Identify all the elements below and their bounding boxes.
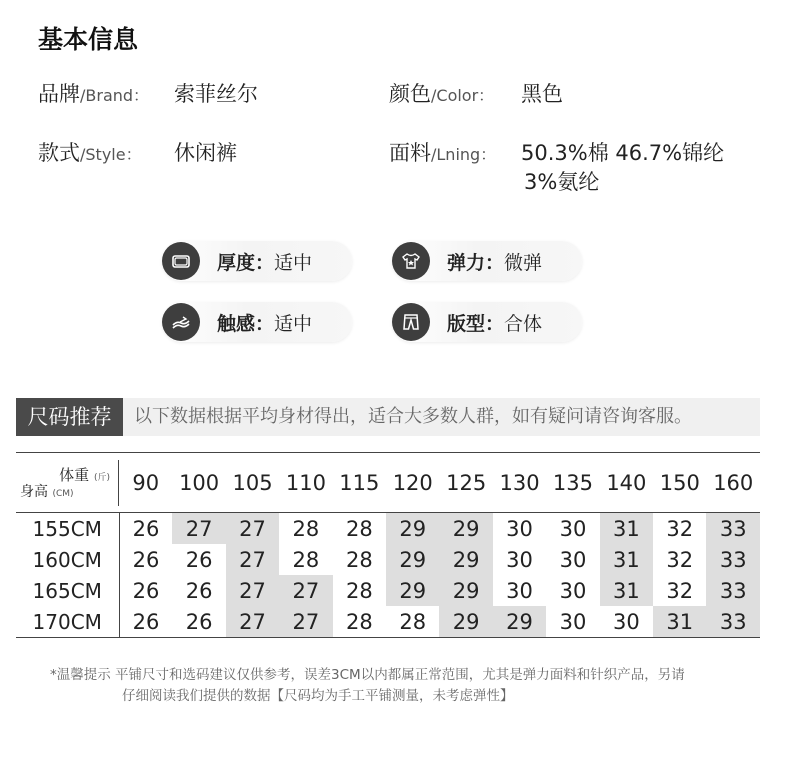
size-cell: 32 — [666, 578, 694, 603]
size-cell: 27 — [172, 513, 225, 544]
style-value: 休闲裤 — [174, 141, 237, 165]
note-line-2: 仔细阅读我们提供的数据【尺码均为手工平铺测量，未考虑弹性】 — [122, 688, 514, 704]
touch-feel-icon — [162, 303, 200, 341]
size-recommend-tag: 尺码推荐 — [16, 398, 123, 436]
table-row — [16, 544, 760, 575]
weight-header-cell: 160 — [706, 453, 760, 513]
size-cell: 30 — [506, 516, 533, 541]
size-cell: 32 — [666, 547, 694, 572]
feature-stretch — [392, 241, 582, 281]
size-cell: 33 — [706, 544, 760, 575]
brand-value: 索菲丝尔 — [174, 82, 258, 106]
weight-header-cell: 120 — [386, 453, 439, 513]
size-cell: 28 — [292, 547, 320, 572]
size-cell: 28 — [345, 609, 373, 634]
size-cell: 30 — [559, 547, 587, 572]
size-cell: 26 — [132, 578, 160, 603]
feature-label: 厚度： — [217, 252, 275, 274]
weight-label: 体重 — [59, 465, 90, 484]
size-cell: 30 — [559, 516, 587, 541]
weight-header-cell: 130 — [493, 453, 546, 513]
weight-header-cell: 100 — [172, 453, 225, 513]
height-cell: 160CM — [16, 544, 119, 575]
fabric-label: 面料 — [389, 141, 431, 165]
style-label-en: /Style： — [80, 145, 142, 164]
feature-value: 适中 — [274, 313, 313, 335]
size-cell: 28 — [345, 578, 373, 603]
size-cell: 33 — [706, 606, 760, 638]
size-cell: 31 — [600, 575, 653, 606]
feature-label: 触感： — [217, 313, 275, 335]
table-header-row — [16, 453, 760, 513]
table-corner-cell — [16, 460, 119, 506]
size-table — [16, 452, 760, 638]
size-cell: 31 — [653, 606, 706, 638]
brand-label: 品牌 — [38, 82, 80, 106]
color-label: 颜色 — [389, 82, 431, 106]
size-cell: 31 — [600, 513, 653, 544]
size-cell: 30 — [612, 609, 640, 634]
feature-thickness — [162, 241, 352, 281]
fabric-value-line1: 50.3%棉 46.7%锦纶 — [521, 141, 725, 165]
size-cell: 30 — [559, 609, 587, 634]
fabric-label-en: /Lning： — [431, 145, 497, 164]
note-line-1: *温馨提示 平铺尺寸和选码建议仅供参考，误差3CM以内都属正常范围，尤其是弹力面料和针织产品，另请 — [50, 667, 685, 683]
size-cell: 33 — [706, 513, 760, 544]
stretch-shirt-icon — [392, 242, 430, 280]
size-cell: 29 — [386, 513, 439, 544]
color-label-en: /Color： — [431, 86, 495, 105]
size-cell: 28 — [345, 516, 373, 541]
style-row — [38, 137, 142, 167]
size-cell: 26 — [185, 609, 213, 634]
feature-fit — [392, 302, 582, 342]
section-title: 基本信息 — [38, 25, 139, 54]
size-cell: 31 — [600, 544, 653, 575]
color-row — [389, 78, 494, 108]
size-cell: 26 — [132, 516, 160, 541]
size-recommend-banner — [16, 398, 760, 436]
fabric-value-line2: 3%氨纶 — [524, 170, 600, 194]
size-cell: 29 — [386, 575, 439, 606]
color-value: 黑色 — [521, 82, 563, 106]
weight-header-cell: 105 — [226, 453, 279, 513]
table-row — [16, 606, 760, 638]
brand-row — [38, 78, 149, 108]
size-cell: 29 — [386, 544, 439, 575]
brand-label-en: /Brand： — [80, 86, 150, 105]
height-cell: 165CM — [16, 575, 119, 606]
size-note — [50, 665, 740, 707]
feature-value: 微弹 — [504, 252, 543, 274]
size-cell: 26 — [185, 578, 213, 603]
feature-value: 适中 — [274, 252, 313, 274]
table-row — [16, 513, 760, 544]
size-cell: 27 — [226, 513, 279, 544]
size-cell: 27 — [279, 606, 332, 638]
size-cell: 27 — [226, 575, 279, 606]
weight-header-cell: 150 — [653, 453, 706, 513]
weight-unit: (斤) — [93, 472, 110, 483]
size-cell: 29 — [439, 606, 492, 638]
size-cell: 29 — [493, 606, 546, 638]
size-cell: 28 — [292, 516, 320, 541]
weight-header-cell: 140 — [600, 453, 653, 513]
feature-value: 合体 — [504, 313, 543, 335]
pants-fit-icon — [392, 303, 430, 341]
table-row — [16, 575, 760, 606]
fabric-thickness-icon — [162, 242, 200, 280]
size-cell: 28 — [345, 547, 373, 572]
height-cell: 170CM — [16, 606, 119, 638]
size-cell: 27 — [279, 575, 332, 606]
weight-header-cell: 135 — [546, 453, 599, 513]
size-cell: 26 — [132, 609, 160, 634]
size-cell: 30 — [506, 578, 533, 603]
size-cell: 29 — [439, 544, 492, 575]
size-cell: 29 — [439, 513, 492, 544]
height-cell: 155CM — [16, 513, 119, 544]
feature-label: 弹力： — [447, 252, 505, 274]
weight-header-cell: 125 — [439, 453, 492, 513]
weight-header-cell: 110 — [279, 453, 332, 513]
size-cell: 33 — [706, 575, 760, 606]
size-cell: 30 — [506, 547, 533, 572]
feature-label: 版型： — [447, 313, 505, 335]
size-recommend-description: 以下数据根据平均身材得出，适合大多数人群，如有疑问请咨询客服。 — [134, 406, 692, 427]
size-cell: 28 — [399, 609, 427, 634]
size-cell: 30 — [559, 578, 587, 603]
size-cell: 27 — [226, 606, 279, 638]
size-cell: 27 — [226, 544, 279, 575]
height-unit: (CM) — [52, 488, 74, 499]
style-label: 款式 — [38, 141, 80, 165]
weight-header-cell: 90 — [119, 453, 172, 513]
size-cell: 26 — [185, 547, 213, 572]
weight-header-cell: 115 — [333, 453, 386, 513]
size-cell: 29 — [439, 575, 492, 606]
fabric-row — [389, 137, 496, 167]
size-cell: 32 — [666, 516, 694, 541]
size-cell: 26 — [132, 547, 160, 572]
height-label: 身高 — [20, 483, 48, 500]
feature-touch — [162, 302, 352, 342]
